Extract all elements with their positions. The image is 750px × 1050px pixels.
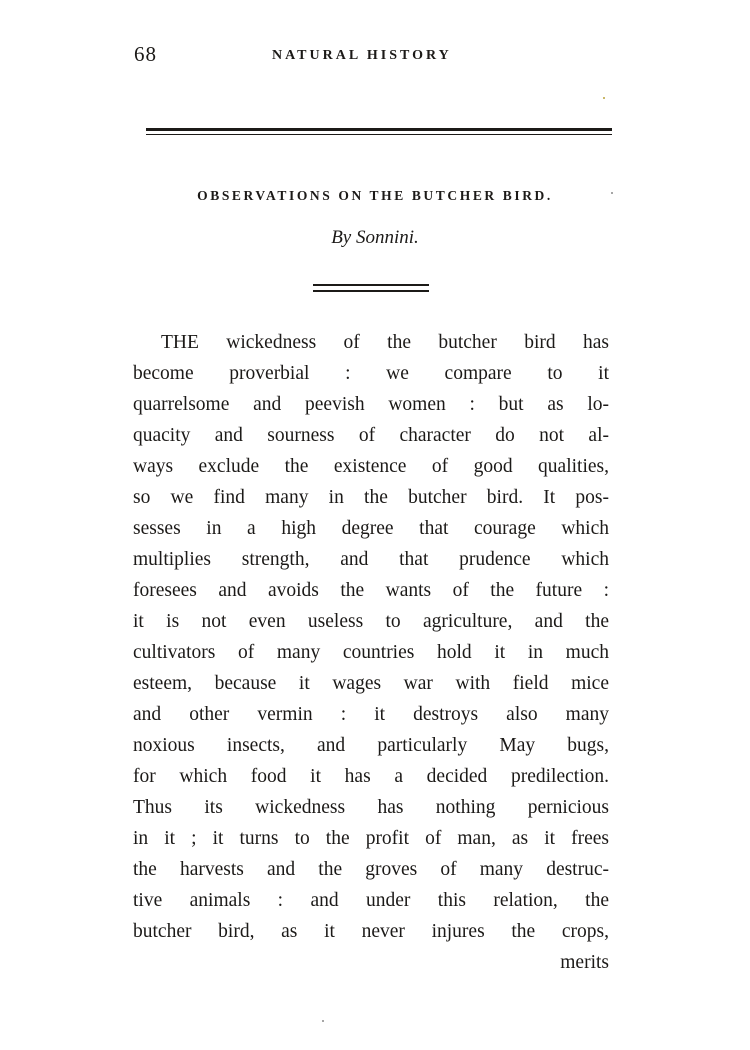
body-line: foresees and avoids the wants of the future : (133, 580, 609, 601)
body-line: cultivators of many countries hold it in much (133, 642, 609, 663)
body-line: tive animals : and under this relation, the (133, 890, 609, 911)
body-line: THE wickedness of the butcher bird has (161, 332, 609, 353)
body-line: for which food it has a decided predilection. (133, 766, 609, 787)
body-line: noxious insects, and particularly May bugs, (133, 735, 609, 756)
body-line: the harvests and the groves of many destruc- (133, 859, 609, 880)
article-title: OBSERVATIONS ON THE BUTCHER BIRD. (197, 188, 553, 203)
body-line: multiplies strength, and that prudence which (133, 549, 609, 570)
body-line: and other vermin : it destroys also many (133, 704, 609, 725)
running-head: NATURAL HISTORY (272, 48, 452, 63)
body-line: sesses in a high degree that courage which (133, 518, 609, 539)
body-line: become proverbial : we compare to it (133, 363, 609, 384)
separator-rule-upper (313, 284, 429, 286)
body-line: in it ; it turns to the profit of man, as it frees (133, 828, 609, 849)
body-line: ways exclude the existence of good qualities, (133, 456, 609, 477)
ink-speck (322, 1020, 324, 1022)
body-line: esteem, because it wages war with field mice (133, 673, 609, 694)
body-line: quarrelsome and peevish women : but as lo- (133, 394, 609, 415)
page-number: 68 (134, 42, 157, 66)
article-body (133, 327, 609, 978)
body-line: it is not even useless to agriculture, and the (133, 611, 609, 632)
body-line: butcher bird, as it never injures the crops, (133, 921, 609, 942)
body-line: so we find many in the butcher bird. It pos- (133, 487, 609, 508)
catchword: merits (560, 952, 609, 973)
body-line: quacity and sourness of character do not al- (133, 425, 609, 446)
ink-speck (611, 192, 613, 194)
separator-rule-lower (313, 290, 429, 292)
header-rule-thin (146, 134, 612, 135)
header-double-rule (146, 128, 612, 137)
ink-speck (603, 97, 605, 99)
header-rule-thick (146, 128, 612, 131)
body-line: Thus its wickedness has nothing pernicious (133, 797, 609, 818)
article-byline: By Sonnini. (331, 227, 419, 248)
title-separator-rule (313, 284, 429, 294)
